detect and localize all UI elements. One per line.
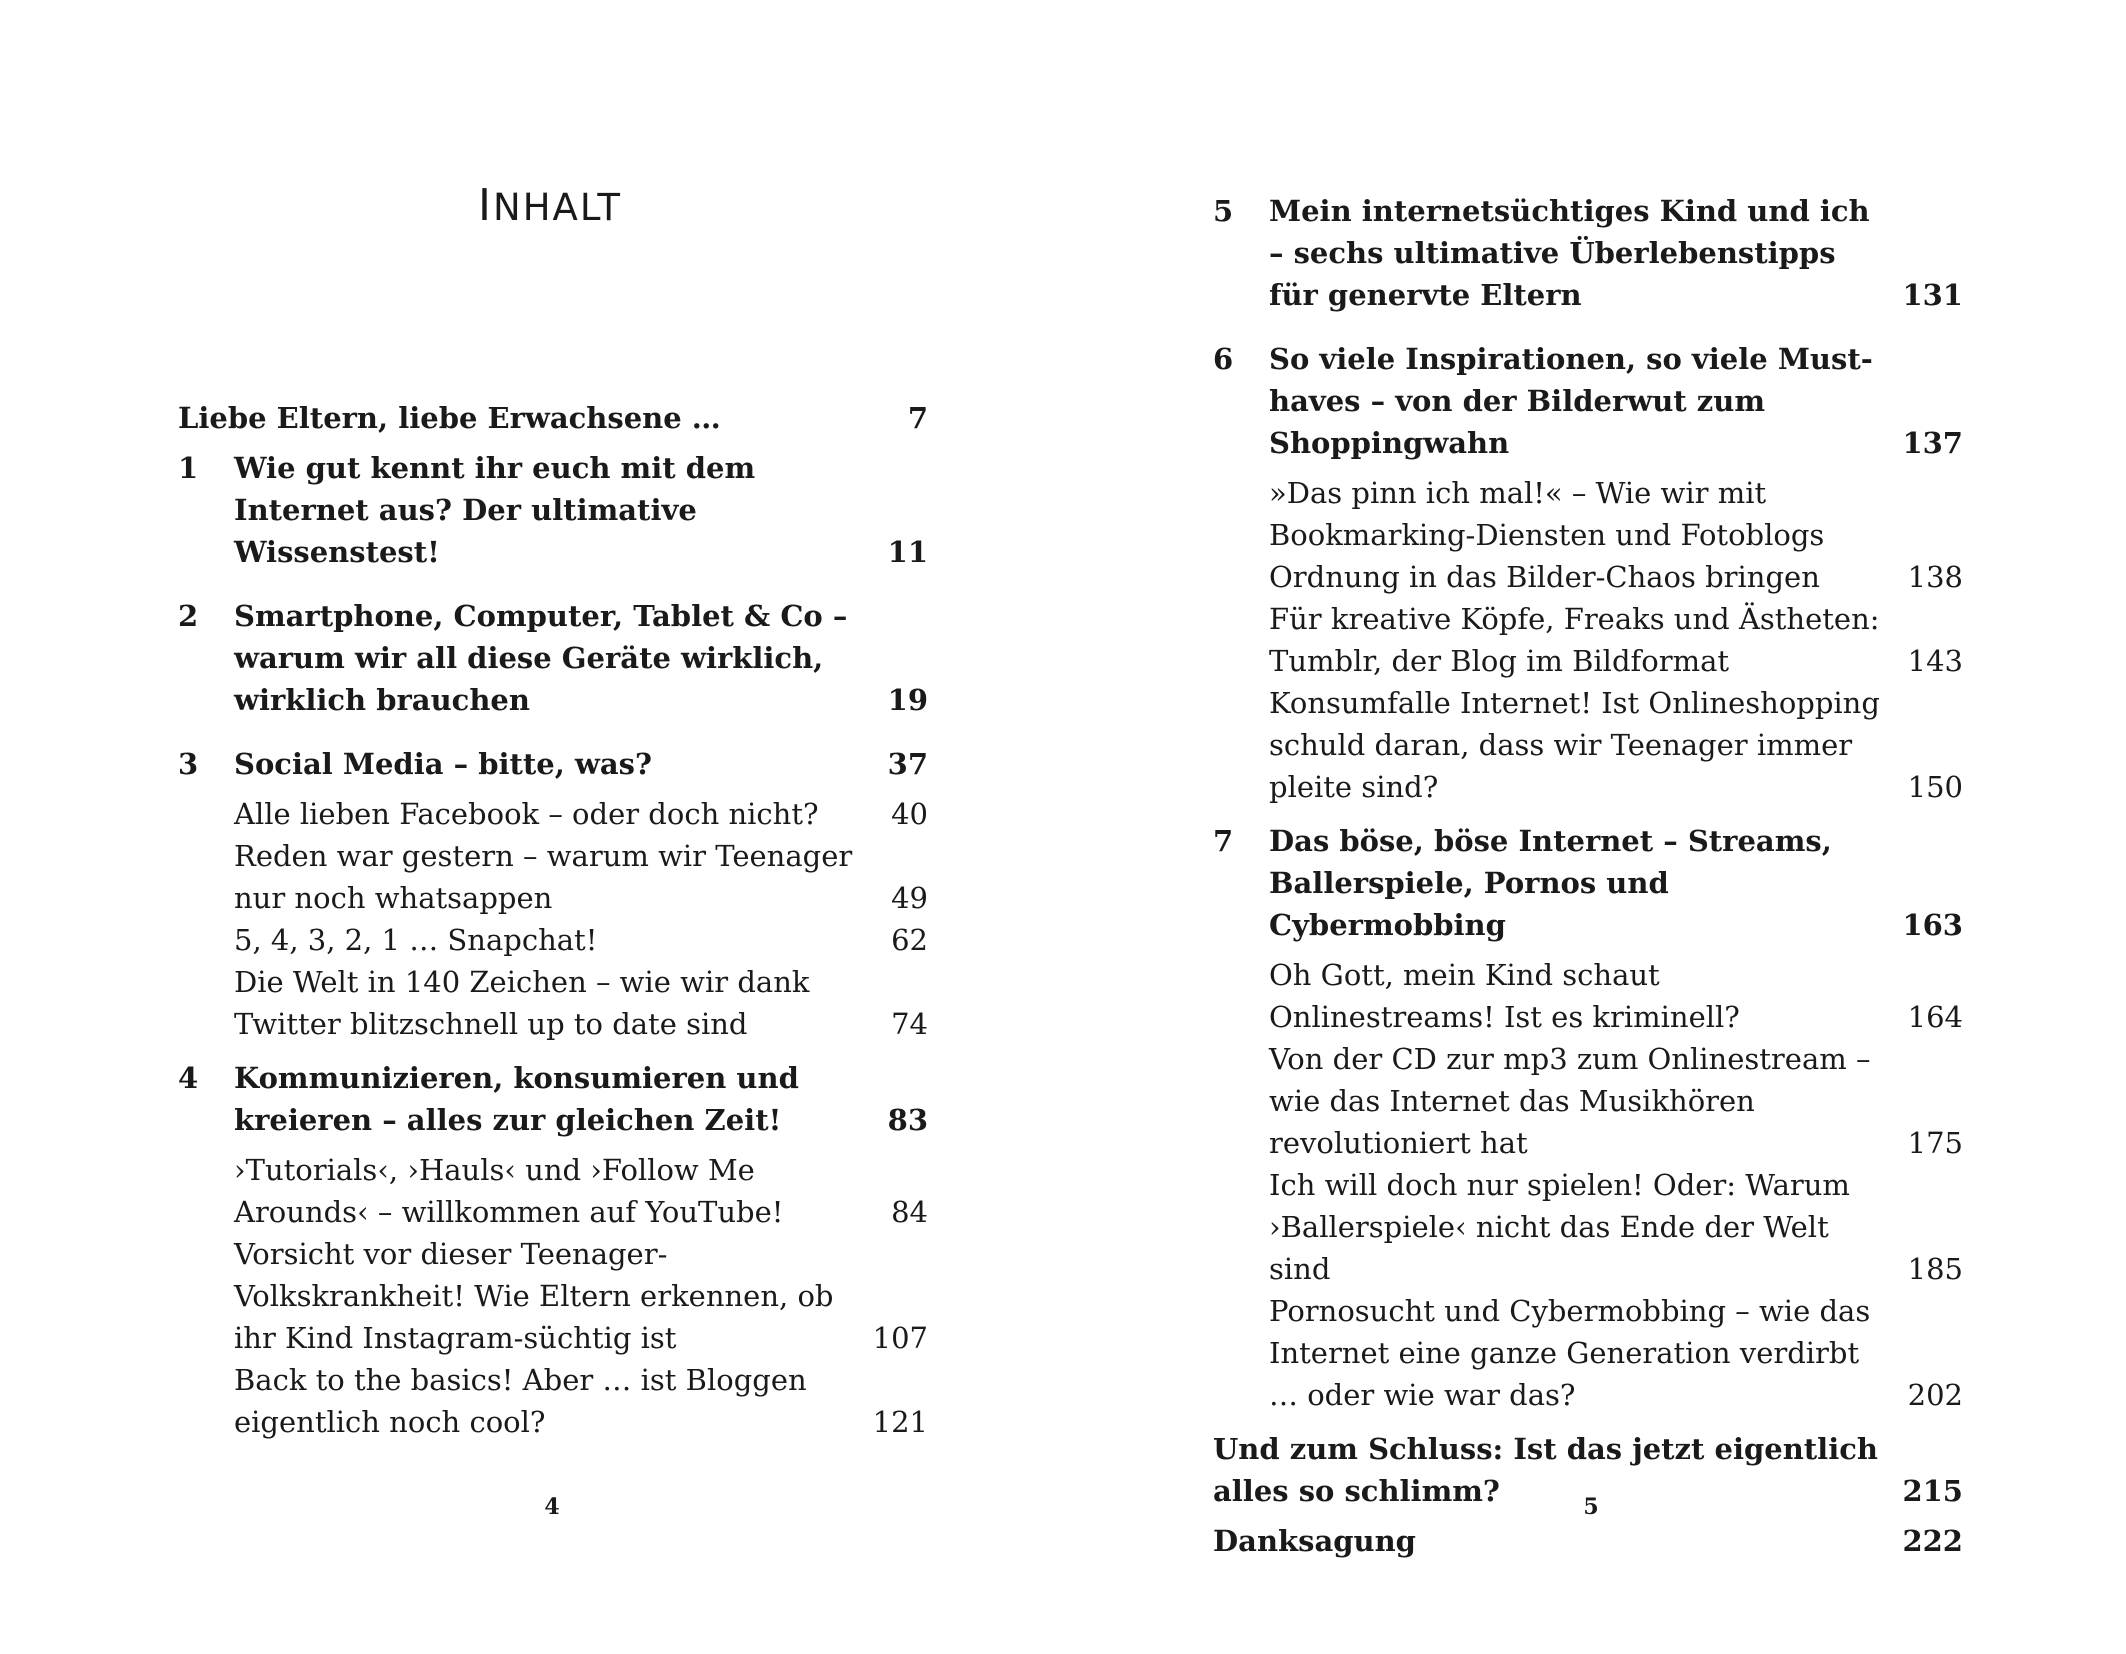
toc-entry-chapter-4 xyxy=(178,1057,928,1141)
entry-page: 107 xyxy=(872,1321,928,1355)
page-number: 5 xyxy=(1583,1494,1599,1520)
entry-page: 143 xyxy=(1907,644,1963,678)
entry-title: Reden war gestern – warum wir Teenager nur noch whatsappen xyxy=(234,839,853,915)
entry-page: 138 xyxy=(1907,560,1963,594)
page-title xyxy=(0,180,1100,231)
toc-entry-section xyxy=(178,835,928,919)
entry-title: Social Media – bitte, was? xyxy=(234,747,652,781)
entry-page: 19 xyxy=(887,683,928,717)
chapter-number: 5 xyxy=(1213,194,1234,228)
title-rest: NHALT xyxy=(493,186,622,229)
toc-entry-section xyxy=(178,793,928,835)
entry-title: Das böse, böse Internet – Streams, Ballerspiele, Pornos und Cybermobbing xyxy=(1269,824,1832,942)
entry-page: 37 xyxy=(887,747,928,781)
toc-entry-section xyxy=(1213,598,1963,682)
entry-title: Konsumfalle Internet! Ist Onlineshopping schuld daran, dass wir Teenager immer pleite sind? xyxy=(1269,686,1880,804)
entry-title: Vorsicht vor dieser Teenager-Volkskrankheit! Wie Eltern erkennen, ob ihr Kind Instagram-süchtig ist xyxy=(234,1237,834,1355)
toc-entry-chapter-6 xyxy=(1213,338,1963,464)
entry-title: So viele Inspirationen, so viele Must-haves – von der Bilderwut zum Shoppingwahn xyxy=(1269,342,1873,460)
entry-title: Smartphone, Computer, Tablet & Co – warum wir all diese Geräte wirklich, wirklich brauchen xyxy=(234,599,848,717)
toc-entry-section xyxy=(1213,1038,1963,1164)
entry-title: ›Tutorials‹, ›Hauls‹ und ›Follow Me Arounds‹ – willkommen auf YouTube! xyxy=(234,1153,784,1229)
entry-page: 222 xyxy=(1902,1524,1963,1558)
entry-title: »Das pinn ich mal!« – Wie wir mit Bookmarking-Diensten und Fotoblogs Ordnung in das Bilder-Chaos bringen xyxy=(1269,476,1825,594)
entry-page: 164 xyxy=(1907,1000,1963,1034)
entry-page: 62 xyxy=(891,923,928,957)
entry-title: Mein internetsüchtiges Kind und ich – sechs ultimative Überlebenstipps für genervte Eltern xyxy=(1269,194,1870,312)
chapter-number: 6 xyxy=(1213,342,1234,376)
entry-page: 163 xyxy=(1902,908,1963,942)
entry-page: 11 xyxy=(887,535,928,569)
chapter-number: 3 xyxy=(178,747,199,781)
chapter-number: 2 xyxy=(178,599,199,633)
entry-page: 150 xyxy=(1907,770,1963,804)
entry-page: 121 xyxy=(872,1405,928,1439)
toc-entry-chapter-1 xyxy=(178,447,928,573)
entry-title: Alle lieben Facebook – oder doch nicht? xyxy=(234,797,819,831)
chapter-number: 7 xyxy=(1213,824,1234,858)
toc-entry-section xyxy=(1213,682,1963,808)
entry-title: Kommunizieren, konsumieren und kreieren – alles zur gleichen Zeit! xyxy=(234,1061,799,1137)
entry-title: Für kreative Köpfe, Freaks und Ästheten: Tumblr, der Blog im Bildformat xyxy=(1269,602,1880,678)
page-number: 4 xyxy=(544,1494,560,1520)
entry-page: 49 xyxy=(891,881,928,915)
toc-entry-section xyxy=(178,961,928,1045)
toc-entry-section xyxy=(1213,954,1963,1038)
entry-page: 83 xyxy=(887,1103,928,1137)
entry-title: Die Welt in 140 Zeichen – wie wir dank Twitter blitzschnell up to date sind xyxy=(234,965,810,1041)
toc-right xyxy=(1213,190,1963,1562)
entry-title: Ich will doch nur spielen! Oder: Warum ›Ballerspiele‹ nicht das Ende der Welt sind xyxy=(1269,1168,1850,1286)
entry-page: 215 xyxy=(1902,1474,1963,1508)
entry-title: Wie gut kennt ihr euch mit dem Internet aus? Der ultimative Wissenstest! xyxy=(234,451,756,569)
entry-page: 175 xyxy=(1907,1126,1963,1160)
entry-page: 137 xyxy=(1902,426,1963,460)
toc-entry-section xyxy=(1213,1290,1963,1416)
entry-title: Back to the basics! Aber … ist Bloggen eigentlich noch cool? xyxy=(234,1363,807,1439)
entry-page: 74 xyxy=(891,1007,928,1041)
entry-title: Und zum Schluss: Ist das jetzt eigentlich alles so schlimm? xyxy=(1213,1432,1878,1508)
toc-entry-chapter-7 xyxy=(1213,820,1963,946)
chapter-number: 4 xyxy=(178,1061,199,1095)
title-initial: I xyxy=(478,180,494,231)
toc-entry-section xyxy=(178,919,928,961)
toc-entry-acknowledgements xyxy=(1213,1520,1963,1562)
toc-entry-chapter-3 xyxy=(178,743,928,785)
entry-page: 7 xyxy=(907,401,928,435)
entry-title: Liebe Eltern, liebe Erwachsene … xyxy=(178,401,721,435)
toc-entry-chapter-2 xyxy=(178,595,928,721)
entry-title: Oh Gott, mein Kind schaut Onlinestreams! Ist es kriminell? xyxy=(1269,958,1740,1034)
entry-title: Danksagung xyxy=(1213,1524,1416,1558)
entry-page: 84 xyxy=(891,1195,928,1229)
toc-entry-section xyxy=(178,1149,928,1233)
toc-entry-section xyxy=(178,1233,928,1359)
toc-entry-section xyxy=(178,1359,928,1443)
toc-entry-chapter-5 xyxy=(1213,190,1963,316)
chapter-number: 1 xyxy=(178,451,199,485)
toc-entry-intro xyxy=(178,397,928,439)
entry-title: Von der CD zur mp3 zum Onlinestream – wie das Internet das Musikhören revolutioniert hat xyxy=(1269,1042,1871,1160)
toc-left xyxy=(178,397,928,1443)
entry-page: 131 xyxy=(1902,278,1963,312)
toc-entry-section xyxy=(1213,472,1963,598)
entry-page: 185 xyxy=(1907,1252,1963,1286)
entry-page: 202 xyxy=(1907,1378,1963,1412)
toc-entry-section xyxy=(1213,1164,1963,1290)
entry-title: 5, 4, 3, 2, 1 … Snapchat! xyxy=(234,923,598,957)
entry-title: Pornosucht und Cybermobbing – wie das Internet eine ganze Generation verdirbt … oder wie war das? xyxy=(1269,1294,1871,1412)
entry-page: 40 xyxy=(891,797,928,831)
